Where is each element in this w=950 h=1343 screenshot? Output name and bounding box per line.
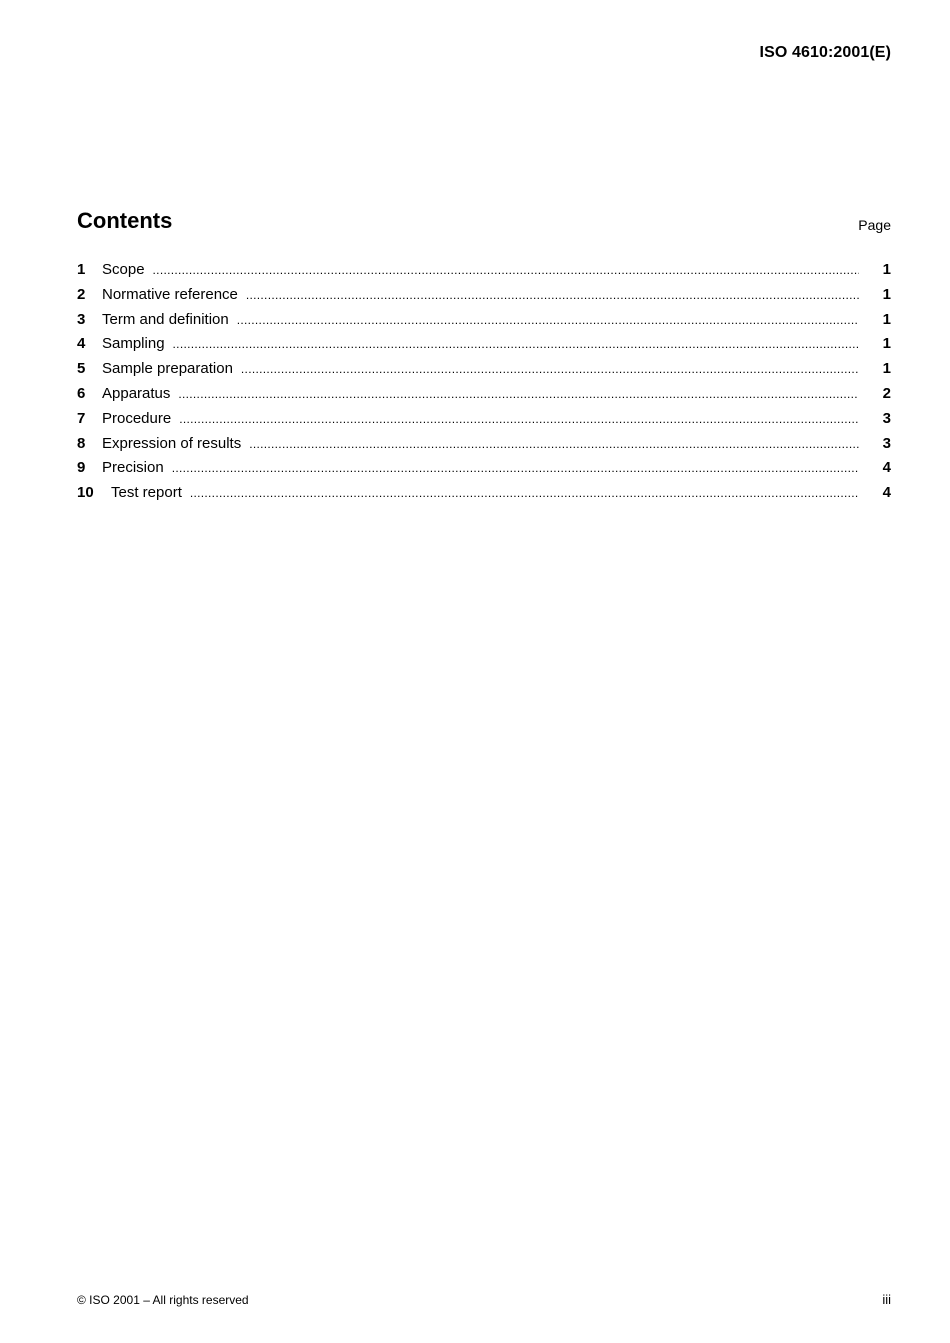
toc-leader-dots [237, 313, 859, 327]
page-column-label: Page [858, 217, 891, 233]
toc-leader-dots [172, 461, 859, 475]
toc-entry-sample-preparation[interactable] [77, 360, 891, 385]
toc-entry-precision[interactable] [77, 459, 891, 484]
toc-entry-page: 1 [882, 310, 891, 328]
toc-entry-number: 10 [77, 484, 94, 502]
toc-entry-sampling[interactable] [77, 335, 891, 360]
toc-entry-number: 6 [77, 384, 86, 402]
toc-entry-apparatus[interactable] [77, 385, 891, 410]
toc-entry-number: 4 [77, 335, 86, 353]
toc-entry-page: 1 [882, 360, 891, 378]
toc-entry-title: Precision [102, 459, 164, 477]
toc-entry-test-report[interactable] [77, 484, 891, 509]
contents-header [77, 208, 891, 240]
toc-entry-page: 1 [882, 261, 891, 278]
document-id: ISO 4610:2001(E) [759, 44, 891, 61]
toc-leader-dots [246, 288, 859, 302]
contents-title: Contents [77, 208, 173, 233]
toc-entry-page: 1 [882, 285, 891, 303]
toc-leader-dots [173, 337, 859, 351]
toc-entry-title: Term and definition [102, 310, 229, 328]
toc-leader-dots [179, 412, 859, 426]
toc-entry-number: 9 [77, 459, 86, 477]
toc-entry-title: Scope [102, 261, 145, 278]
copyright-notice: © ISO 2001 – All rights reserved [77, 1293, 249, 1307]
toc-entry-title: Normative reference [102, 285, 238, 303]
toc-entry-page: 1 [882, 335, 891, 353]
toc-leader-dots [249, 437, 859, 451]
toc-entry-title: Apparatus [102, 384, 171, 402]
toc-entry-title: Sampling [102, 335, 165, 353]
toc-leader-dots [153, 263, 859, 277]
toc-entry-number: 2 [77, 285, 86, 303]
toc-entry-title: Procedure [102, 409, 172, 427]
toc-entry-number: 8 [77, 434, 86, 452]
toc-entry-expression-of-results[interactable] [77, 435, 891, 460]
toc-leader-dots [241, 362, 859, 376]
toc-entry-number: 5 [77, 360, 86, 378]
page-number: iii [882, 1292, 891, 1307]
toc-leader-dots [190, 486, 859, 500]
toc-entry-number: 7 [77, 409, 86, 427]
toc-entry-procedure[interactable] [77, 410, 891, 435]
toc-leader-dots [178, 387, 859, 401]
toc-entry-normative-reference[interactable] [77, 286, 891, 311]
table-of-contents [77, 261, 891, 509]
toc-entry-page: 2 [882, 384, 891, 402]
toc-entry-title: Test report [111, 484, 182, 502]
toc-entry-term-and-definition[interactable] [77, 311, 891, 336]
toc-entry-title: Sample preparation [102, 360, 233, 378]
toc-entry-number: 3 [77, 310, 86, 328]
toc-entry-number: 1 [77, 261, 86, 278]
toc-entry-page: 3 [882, 434, 891, 452]
toc-entry-scope[interactable] [77, 261, 891, 286]
toc-entry-title: Expression of results [102, 434, 242, 452]
toc-entry-page: 4 [882, 484, 891, 502]
toc-entry-page: 4 [882, 459, 891, 477]
toc-entry-page: 3 [882, 409, 891, 427]
